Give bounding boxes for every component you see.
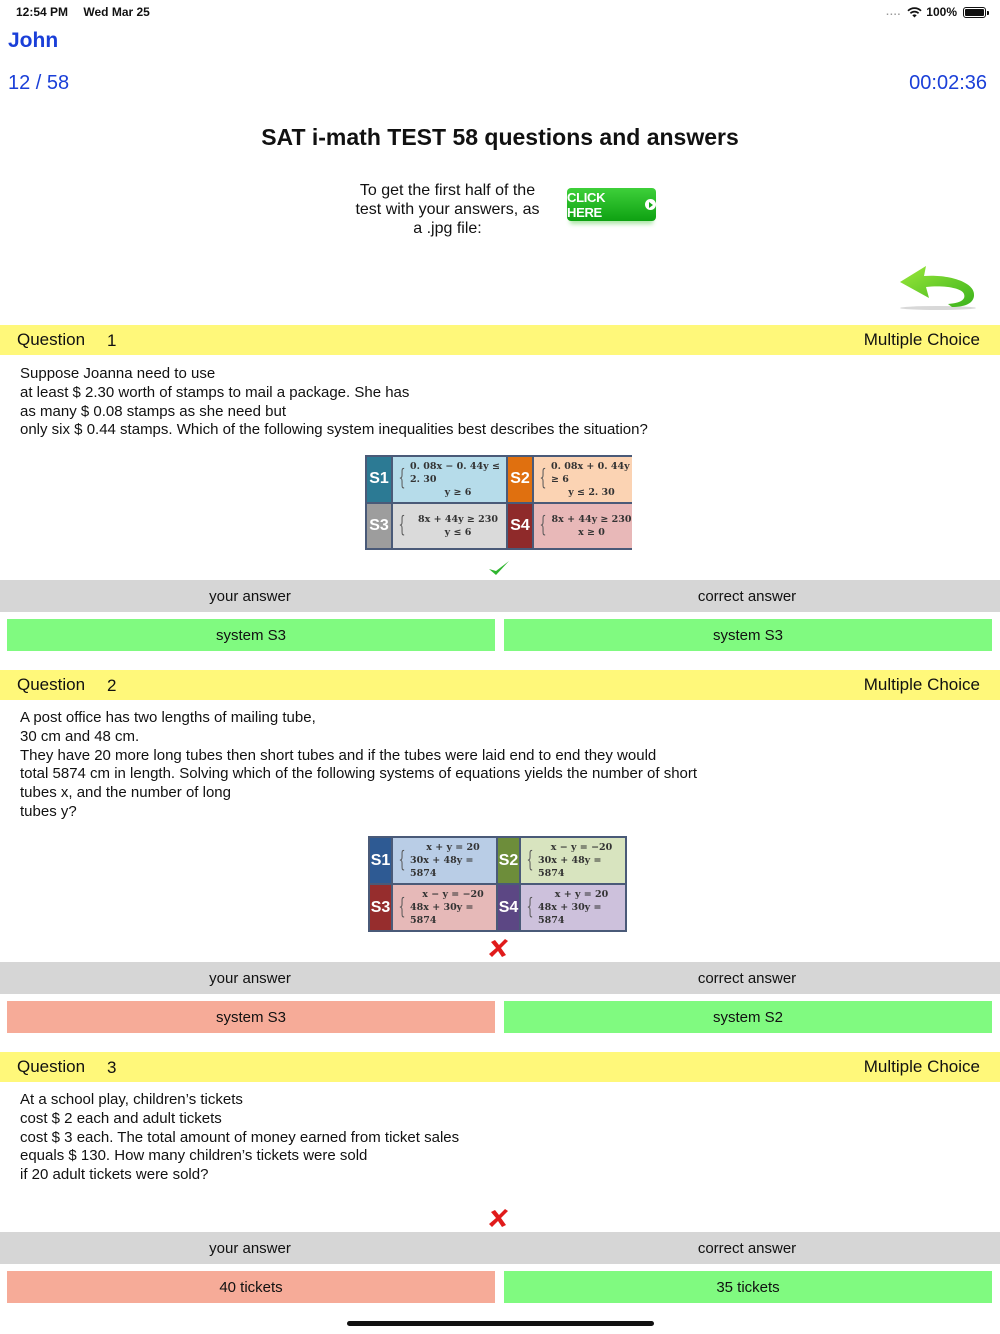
equation-line: 8x + 44y ≥ 230 (551, 513, 632, 525)
question-header (0, 670, 1000, 700)
equation-line: 30x + 48y = 5874 (410, 855, 474, 879)
choice-label: S4 (498, 885, 519, 930)
question-label: Question (17, 675, 86, 694)
equation-line: x + y = 20 (554, 889, 609, 900)
correct-answer-label: correct answer (697, 970, 797, 987)
answers-header (0, 580, 1000, 612)
equation-lines (551, 460, 632, 499)
equation-line: x + y = 20 (426, 842, 480, 853)
choice-label: S4 (508, 504, 532, 549)
wifi-icon (907, 7, 922, 18)
battery-fill (965, 9, 984, 16)
play-arrow-icon (645, 199, 656, 210)
question-header (0, 1052, 1000, 1082)
choice-label: S1 (370, 838, 391, 883)
choice-label: S2 (508, 457, 532, 502)
choice-system (393, 885, 496, 930)
equation-line: 0. 08x − 0. 44y ≤ 2. 30 (410, 460, 500, 485)
choices-table (365, 455, 632, 550)
equation-lines (410, 841, 496, 880)
signal-icon: .... (886, 6, 902, 18)
your-answer-label: your answer (209, 1240, 291, 1257)
choice-system (393, 838, 496, 883)
equation-lines (538, 888, 625, 927)
equation-line: 0. 08x + 0. 44y ≥ 6 (551, 460, 630, 485)
equation-line: 8x + 44y ≥ 230 (418, 513, 498, 525)
equation-line: 30x + 48y = 5874 (538, 855, 602, 879)
equation-line: y ≥ 6 (444, 486, 472, 498)
choice-label: S1 (367, 457, 391, 502)
elapsed-timer: 00:02:36 (909, 72, 987, 94)
brace-symbol: { (539, 512, 547, 538)
status-bar (0, 0, 1000, 24)
brace-symbol: { (398, 466, 406, 492)
brace-symbol: { (398, 512, 406, 538)
equation-lines (410, 513, 506, 539)
equation-lines (410, 460, 506, 499)
equation-line: y ≤ 2. 30 (568, 486, 615, 498)
answers-header (0, 962, 1000, 994)
checkmark-icon (487, 558, 511, 578)
brace-symbol: { (526, 847, 534, 873)
cross-icon (487, 1208, 511, 1228)
answers-header (0, 1232, 1000, 1264)
question-type: Multiple Choice (863, 330, 980, 349)
your-answer: system S3 (7, 1001, 495, 1033)
home-indicator[interactable] (347, 1321, 654, 1326)
question-text: At a school play, children’s tickets cost $ 2 each and adult tickets cost $ 3 each. The total amount of money earned from ticket sales equals $ 130. How many children’s tickets were sold if 20 adult tickets were sold? (20, 1091, 460, 1184)
equation-lines (551, 513, 632, 539)
question-text: A post office has two lengths of mailing tube, 30 cm and 48 cm. They have 20 more long tubes then short tubes and if the tubes were laid end to end they would total 5874 cm in length. Solving which of the following systems of equations yields the number of short tubes x, and the number of long tubes y? (20, 709, 698, 820)
brace-symbol: { (526, 894, 534, 920)
question-number: 3 (107, 1058, 117, 1077)
equation-line: 48x + 30y = 5874 (410, 902, 474, 926)
question-type: Multiple Choice (863, 675, 980, 694)
choice-label: S2 (498, 838, 519, 883)
equation-lines (410, 888, 496, 927)
choice-system (393, 504, 506, 549)
click-here-label: CLICK HERE (567, 189, 606, 220)
status-date: Wed Mar 25 (83, 5, 150, 19)
brace-symbol: { (539, 466, 547, 492)
question-header (0, 325, 1000, 355)
correct-answer-label: correct answer (697, 1240, 797, 1257)
choice-system (521, 838, 625, 883)
correct-answer-label: correct answer (697, 588, 797, 605)
your-answer: 40 tickets (7, 1271, 495, 1303)
battery-percent: 100% (926, 5, 957, 19)
correct-answer: system S3 (504, 619, 992, 651)
choices-table (368, 836, 627, 932)
equation-line: x − y = −20 (550, 842, 613, 853)
correct-answer: system S2 (504, 1001, 992, 1033)
your-answer: system S3 (7, 619, 495, 651)
choice-system (534, 504, 632, 549)
question-label: Question (17, 1057, 86, 1076)
choice-label: S3 (370, 885, 391, 930)
back-arrow-icon[interactable] (896, 264, 978, 314)
choice-system (534, 457, 632, 502)
choice-system (393, 457, 506, 502)
equation-line: x ≥ 0 (578, 526, 605, 538)
choice-label: S3 (367, 504, 391, 549)
promo-text: To get the first half of the test with your answers, as a .jpg file: (355, 182, 540, 237)
your-answer-label: your answer (209, 588, 291, 605)
question-number: 2 (107, 676, 117, 695)
battery-icon (963, 7, 986, 18)
user-name[interactable]: John (8, 29, 59, 52)
question-label: Question (17, 330, 86, 349)
status-time: 12:54 PM (16, 5, 69, 19)
question-number: 1 (107, 331, 117, 350)
choice-system (521, 885, 625, 930)
equation-line: 48x + 30y = 5874 (538, 902, 602, 926)
question-progress: 12 / 58 (8, 72, 70, 94)
question-text: Suppose Joanna need to use at least $ 2.30 worth of stamps to mail a package. She has as many $ 0.08 stamps as she need but only six $ 0.44 stamps. Which of the following system inequalities best describes the situation? (20, 365, 648, 439)
brace-symbol: { (398, 894, 406, 920)
cross-icon (487, 938, 511, 958)
your-answer-label: your answer (209, 970, 291, 987)
correct-answer: 35 tickets (504, 1271, 992, 1303)
brace-symbol: { (398, 847, 406, 873)
question-type: Multiple Choice (863, 1057, 980, 1076)
equation-lines (538, 841, 625, 880)
equation-line: y ≤ 6 (444, 526, 472, 538)
equation-line: x − y = −20 (422, 889, 484, 900)
click-here-button[interactable] (567, 188, 656, 221)
page-title: SAT i-math TEST 58 questions and answers (261, 124, 739, 150)
